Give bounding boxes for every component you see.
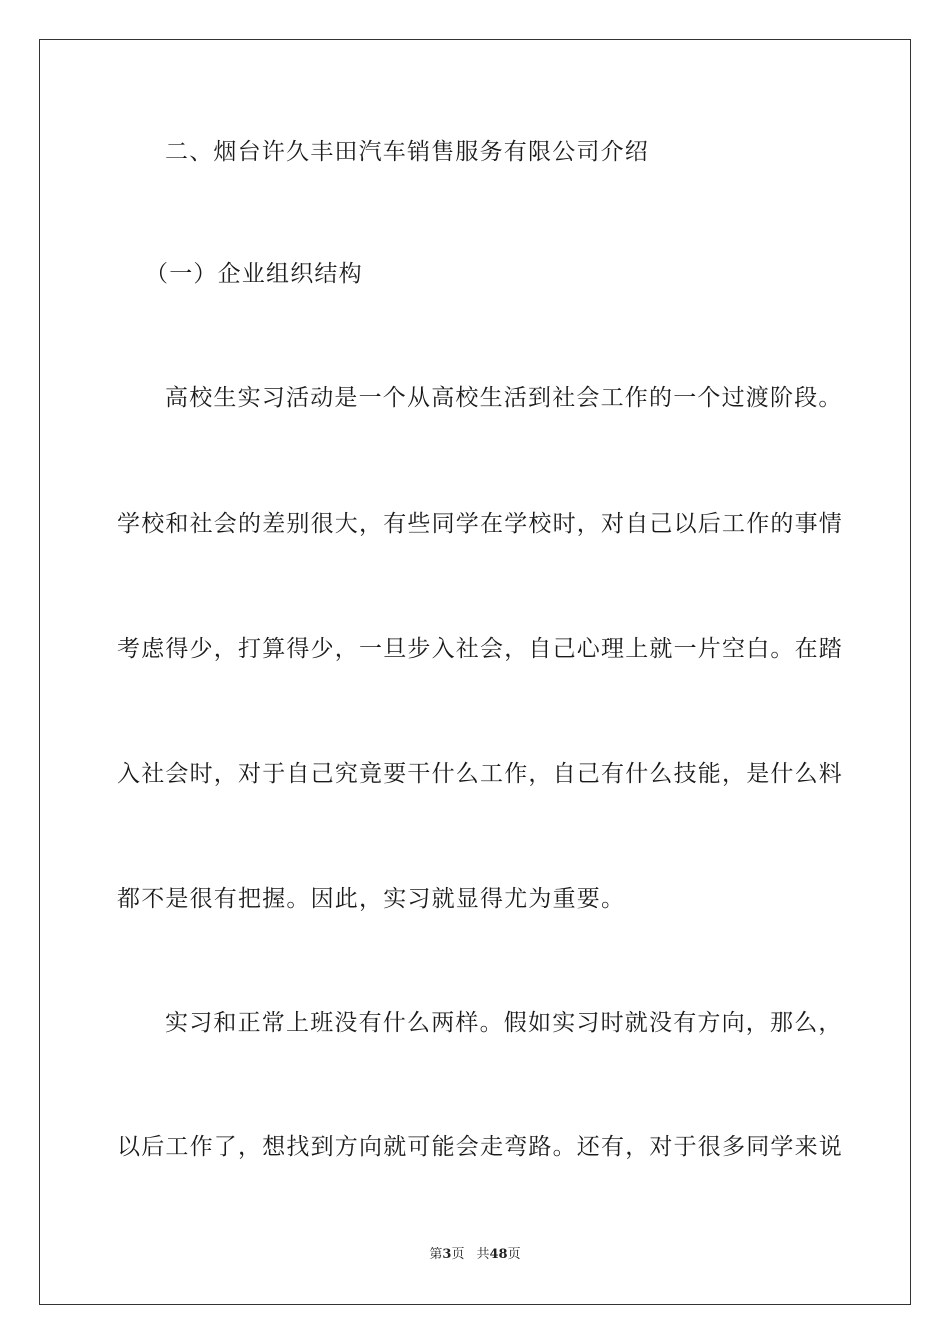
paragraph-line: 高校生实习活动是一个从高校生活到社会工作的一个过渡阶段。	[165, 385, 843, 411]
total-prefix: 共	[476, 1247, 490, 1262]
paragraph-line: 考虑得少，打算得少，一旦步入社会，自己心理上就一片空白。在踏	[117, 636, 843, 662]
page-number: 3	[442, 1247, 452, 1262]
paragraph-line: 入社会时，对于自己究竟要干什么工作，自己有什么技能，是什么料	[117, 761, 843, 787]
page-footer	[0, 1246, 950, 1264]
section-heading: 二、烟台许久丰田汽车销售服务有限公司介绍	[165, 139, 649, 165]
page-border	[39, 39, 911, 1305]
paragraph-line: 以后工作了，想找到方向就可能会走弯路。还有，对于很多同学来说	[117, 1134, 843, 1160]
total-pages: 48	[489, 1247, 508, 1262]
paragraph-line: 学校和社会的差别很大，有些同学在学校时，对自己以后工作的事情	[117, 511, 843, 537]
page-prefix: 第	[429, 1247, 443, 1262]
paragraph-line: 都不是很有把握。因此，实习就显得尤为重要。	[117, 886, 626, 912]
total-suffix: 页	[507, 1247, 521, 1262]
subsection-heading: （一）企业组织结构	[145, 261, 363, 287]
paragraph-line: 实习和正常上班没有什么两样。假如实习时就没有方向，那么，	[165, 1010, 843, 1036]
page-suffix: 页	[451, 1247, 465, 1262]
